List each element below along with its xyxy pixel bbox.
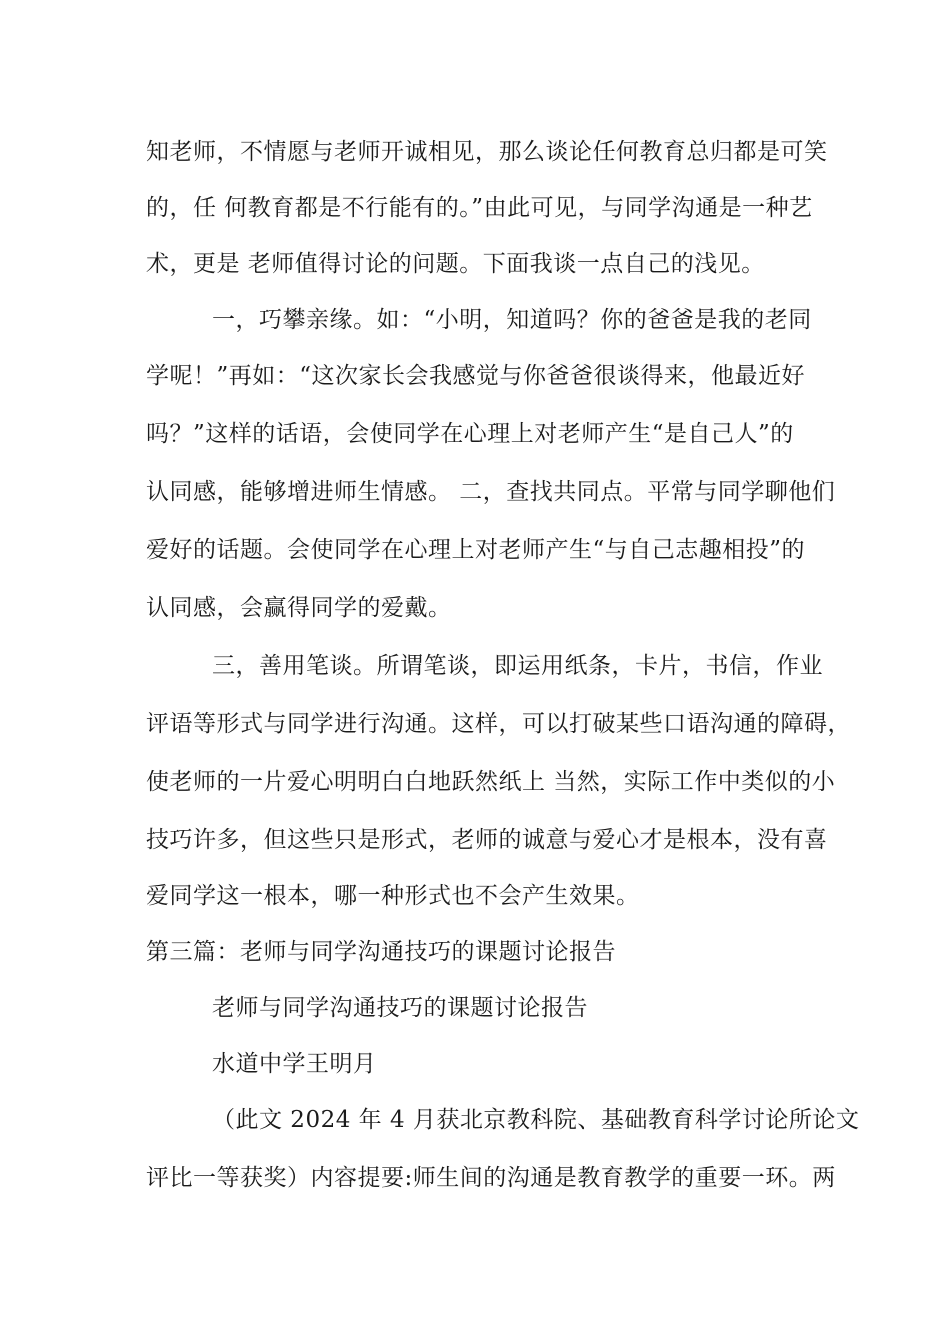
text-line: 认同感，会赢得同学的爱戴。 [146, 595, 452, 621]
text-line: 爱同学这一根本，哪一种形式也不会产生效果。 [146, 883, 640, 909]
text-line: 使老师的一片爱心明明白白地跃然纸上 当然，实际工作中类似的小 [146, 769, 836, 795]
report-title: 老师与同学沟通技巧的课题讨论报告 [212, 995, 588, 1021]
section-heading: 第三篇：老师与同学沟通技巧的课题讨论报告 [146, 939, 616, 965]
text-line: 知老师，不情愿与老师开诚相见，那么谈论任何教育总归都是可笑 [146, 139, 828, 165]
author-line: 水道中学王明月 [212, 1051, 377, 1077]
text-line: 认同感，能够增进师生情感。 二，查找共同点。平常与同学聊他们 [146, 479, 836, 505]
text-line: 的，任 何教育都是不行能有的。”由此可见，与同学沟通是一种艺 [146, 195, 813, 221]
text-line: 一，巧攀亲缘。如：“小明，知道吗？你的爸爸是我的老同 [212, 307, 812, 333]
text-line: 术，更是 老师值得讨论的问题。下面我谈一点自己的浅见。 [146, 251, 765, 277]
text-line: 学呢！”再如：“这次家长会我感觉与你爸爸很谈得来，他最近好 [146, 363, 806, 389]
text-line: 评比一等获奖）内容提要:师生间的沟通是教育教学的重要一环。两 [146, 1165, 836, 1191]
text-line: 爱好的话题。会使同学在心理上对老师产生“与自己志趣相投”的 [146, 537, 806, 563]
text-line: 技巧许多，但这些只是形式，老师的诚意与爱心才是根本，没有喜 [146, 827, 828, 853]
text-line: 吗？”这样的话语，会使同学在心理上对老师产生“是自己人”的 [146, 421, 794, 447]
text-line: 三，善用笔谈。所谓笔谈，即运用纸条，卡片，书信，作业 [212, 653, 823, 679]
text-line: （此文 2024 年 4 月获北京教科院、基础教育科学讨论所论文 [212, 1107, 860, 1133]
text-line: 评语等形式与同学进行沟通。这样，可以打破某些口语沟通的障碍， [146, 711, 851, 737]
